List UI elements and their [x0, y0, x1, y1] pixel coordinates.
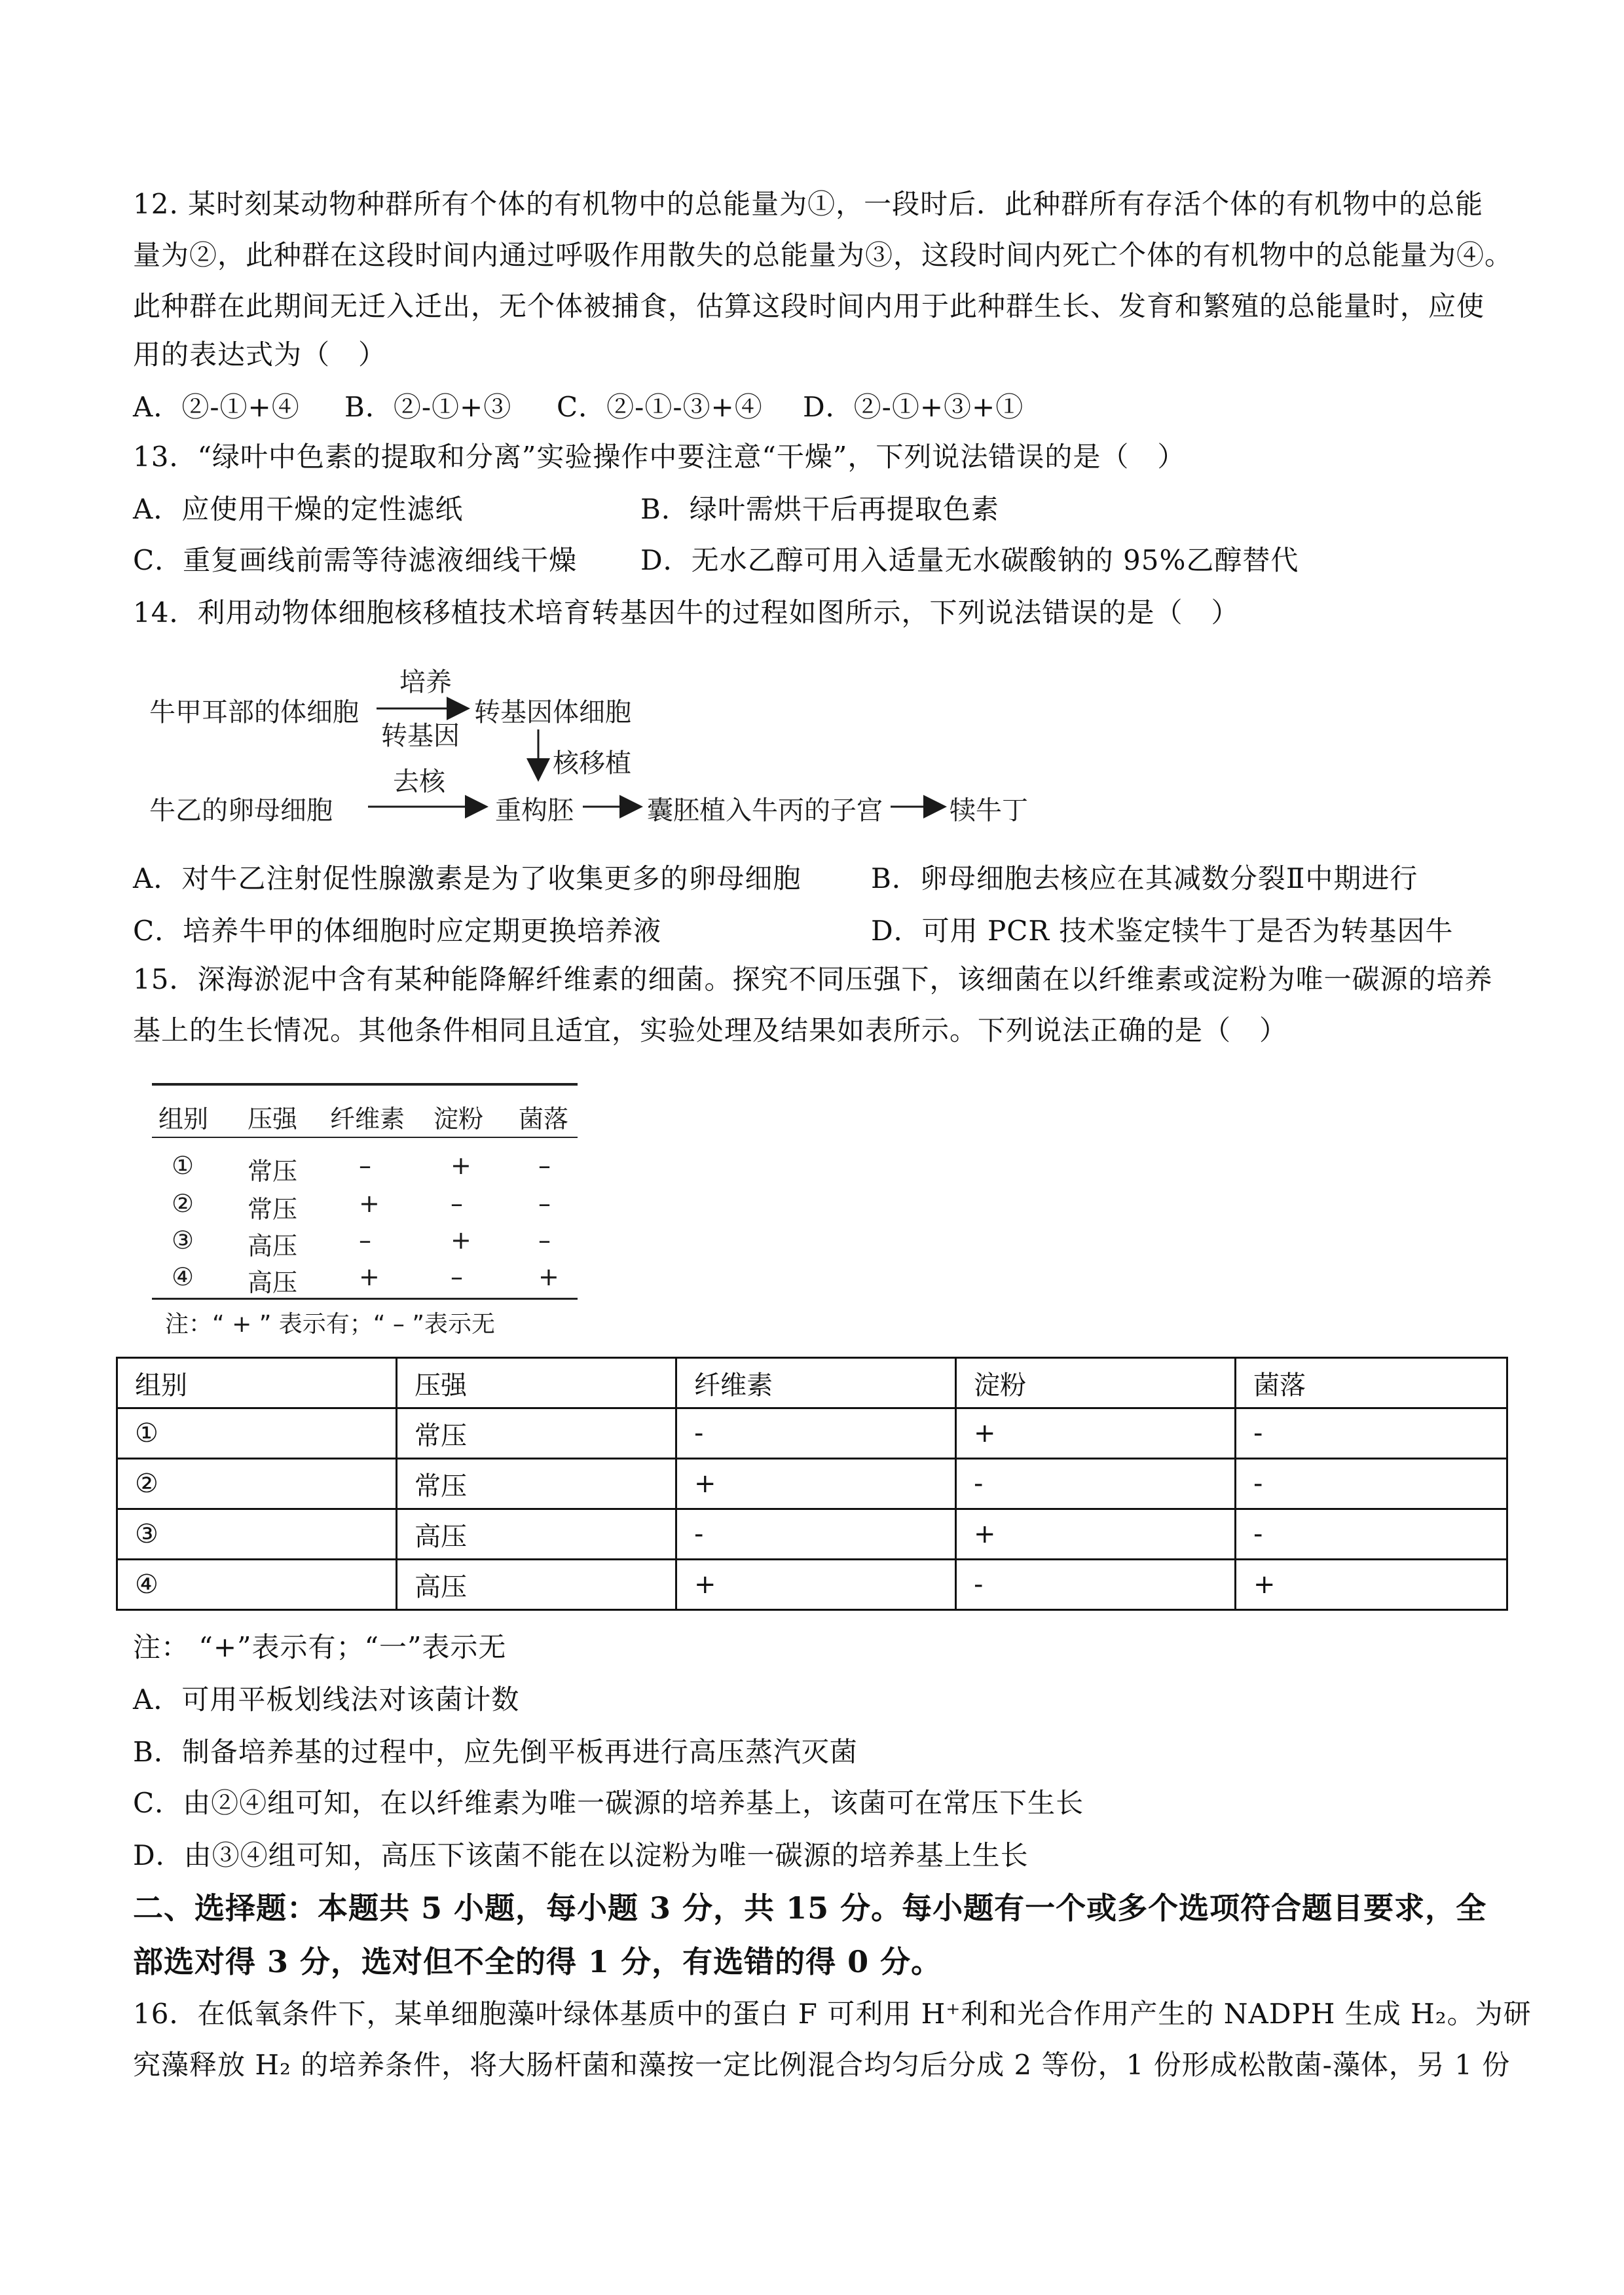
table-header-cell: 菌落	[1236, 1358, 1507, 1408]
scan-header-pressure: 压强	[248, 1105, 298, 1133]
q12-line-4: 用的表达式为（ ）	[133, 339, 387, 371]
q14-option-c: C．培养牛甲的体细胞时应定期更换培养液	[133, 915, 662, 947]
diagram-source-cell: 牛甲耳部的体细胞	[149, 697, 359, 727]
q15-option-a: A．可用平板划线法对该菌计数	[133, 1683, 520, 1716]
q15-option-d: D．由③④组可知，高压下该菌不能在以淀粉为唯一碳源的培养基上生长	[133, 1839, 1029, 1871]
table-cell: +	[956, 1408, 1236, 1459]
table-cell: ①	[117, 1408, 397, 1459]
q14-option-d: D．可用 PCR 技术鉴定犊牛丁是否为转基因牛	[871, 915, 1454, 947]
scan-row3-pressure: 高压	[248, 1232, 298, 1260]
diagram-nuclear-transfer-label: 核移植	[553, 748, 631, 779]
table-cell: -	[676, 1408, 956, 1459]
table-cell: 高压	[397, 1509, 676, 1560]
scan-row3-cellulose: –	[359, 1226, 371, 1255]
diagram-arrows	[131, 661, 1061, 832]
table-cell: 高压	[397, 1560, 676, 1610]
q12-option-d: D．②-①+③+①	[803, 391, 1024, 423]
scan-row4-pressure: 高压	[248, 1268, 298, 1297]
q13-stem: 13．“绿叶中色素的提取和分离”实验操作中要注意“干燥”，下列说法错误的是（ ）	[133, 441, 1186, 473]
q15-option-c: C．由②④组可知，在以纤维素为唯一碳源的培养基上，该菌可在常压下生长	[133, 1787, 1084, 1819]
scan-header-colony: 菌落	[519, 1105, 569, 1133]
scan-row3-group: ③	[172, 1226, 194, 1255]
diagram-enucleate-label: 去核	[393, 767, 445, 797]
scan-row4-cellulose: +	[359, 1262, 380, 1291]
q15-option-b: B．制备培养基的过程中，应先倒平板再进行高压蒸汽灭菌	[133, 1736, 858, 1768]
table-header-row	[117, 1358, 1507, 1408]
diagram-egg-cell: 牛乙的卵母细胞	[149, 796, 333, 826]
table-header-cell: 组别	[117, 1358, 397, 1408]
table-row	[117, 1509, 1507, 1560]
diagram-transgenic-cell: 转基因体细胞	[474, 697, 631, 727]
scan-header-starch: 淀粉	[434, 1105, 484, 1133]
table-cell: +	[676, 1459, 956, 1509]
table-cell: -	[1236, 1459, 1507, 1509]
scan-row2-pressure: 常压	[248, 1195, 298, 1224]
table-cell: ②	[117, 1459, 397, 1509]
q15-line-1: 15．深海淤泥中含有某种能降解纤维素的细菌。探究不同压强下，该细菌在以纤维素或淀粉为唯一碳源的培养	[133, 963, 1493, 995]
scan-row2-colony: –	[538, 1189, 551, 1218]
q12-line-2: 量为②，此种群在这段时间内通过呼吸作用散失的总能量为③，这段时间内死亡个体的有机物中的总能量为④。	[133, 239, 1513, 271]
q16-line-2: 究藻释放 H₂ 的培养条件，将大肠杆菌和藻按一定比例混合均匀后分成 2 等份，1 份形成松散菌-藻体，另 1 份	[133, 2049, 1511, 2081]
q16-line-1: 16．在低氧条件下，某单细胞藻叶绿体基质中的蛋白 F 可利用 H⁺利和光合作用产生的 NADPH 生成 H₂。为研	[133, 1998, 1532, 2030]
q12-option-b: B．②-①+③	[344, 391, 512, 423]
scan-row1-starch: +	[451, 1151, 471, 1180]
nuclear-transfer-diagram	[131, 661, 1061, 832]
q14-stem: 14．利用动物体细胞核移植技术培育转基因牛的过程如图所示，下列说法错误的是（ ）	[133, 597, 1240, 629]
q13-option-d: D．无水乙醇可用入适量无水碳酸钠的 95%乙醇替代	[640, 544, 1299, 576]
q15-line-2: 基上的生长情况。其他条件相同且适宜，实验处理及结果如表所示。下列说法正确的是（ ）	[133, 1014, 1288, 1046]
table-cell: -	[1236, 1509, 1507, 1560]
table-header-cell: 压强	[397, 1358, 676, 1408]
table-cell: -	[1236, 1408, 1507, 1459]
section2-heading-line-2: 部选对得 3 分，选对但不全的得 1 分，有选错的得 0 分。	[133, 1944, 942, 1979]
table-cell: 常压	[397, 1408, 676, 1459]
scan-table-note: 注：“ + ” 表示有；“ – ”表示无	[165, 1311, 495, 1338]
scan-row2-starch: –	[451, 1189, 463, 1218]
scan-row1-cellulose: –	[359, 1151, 371, 1180]
scan-row1-pressure: 常压	[248, 1157, 298, 1186]
scan-row1-colony: –	[538, 1151, 551, 1180]
q13-option-a: A．应使用干燥的定性滤纸	[133, 493, 464, 525]
scan-row3-starch: +	[451, 1226, 471, 1255]
results-table	[116, 1357, 1508, 1611]
table-cell: -	[956, 1560, 1236, 1610]
q13-option-c: C．重复画线前需等待滤液细线干燥	[133, 544, 578, 576]
scan-row2-cellulose: +	[359, 1189, 380, 1218]
table-cell: -	[676, 1509, 956, 1560]
scan-row1-group: ①	[172, 1151, 194, 1180]
scan-header-group: 组别	[158, 1105, 209, 1133]
table-cell: 常压	[397, 1459, 676, 1509]
q14-option-b: B．卵母细胞去核应在其减数分裂Ⅱ中期进行	[871, 862, 1418, 894]
q12-line-3: 此种群在此期间无迁入迁出，无个体被捕食，估算这段时间内用于此种群生长、发育和繁殖的总能量时，应使	[133, 290, 1485, 322]
table-cell: ④	[117, 1560, 397, 1610]
table-row	[117, 1408, 1507, 1459]
scan-row4-group: ④	[172, 1262, 194, 1291]
diagram-arrow1-bottom-label: 转基因	[381, 721, 460, 751]
table-header-cell: 淀粉	[956, 1358, 1236, 1408]
diagram-calf: 犊牛丁	[950, 796, 1028, 826]
scan-header-cellulose: 纤维素	[330, 1105, 405, 1133]
table-cell: +	[1236, 1560, 1507, 1610]
diagram-reconstructed-embryo: 重构胚	[495, 796, 574, 826]
q12-option-a: A．②-①+④	[133, 391, 300, 423]
scanned-table	[152, 1080, 584, 1342]
table-cell: +	[676, 1560, 956, 1610]
diagram-implant-step: 囊胚植入牛丙的子宫	[647, 796, 883, 826]
scan-row2-group: ②	[172, 1189, 194, 1218]
table-row	[117, 1560, 1507, 1610]
table-row	[117, 1459, 1507, 1509]
table-cell: +	[956, 1509, 1236, 1560]
section2-heading-line-1: 二、选择题：本题共 5 小题，每小题 3 分，共 15 分。每小题有一个或多个选项符合题目要求，全	[133, 1890, 1487, 1926]
table-cell: ③	[117, 1509, 397, 1560]
diagram-arrow1-top-label: 培养	[399, 667, 452, 697]
scan-row4-starch: –	[451, 1262, 463, 1291]
scan-row4-colony: +	[538, 1262, 559, 1291]
table-header-cell: 纤维素	[676, 1358, 956, 1408]
q12-option-c: C．②-①-③+④	[557, 391, 763, 423]
q14-option-a: A．对牛乙注射促性腺激素是为了收集更多的卵母细胞	[133, 862, 802, 894]
table-cell: -	[956, 1459, 1236, 1509]
q13-option-b: B．绿叶需烘干后再提取色素	[640, 493, 999, 525]
q12-line-1: 12. 某时刻某动物种群所有个体的有机物中的总能量为①，一段时后．此种群所有存活个体的有机物中的总能	[133, 188, 1484, 220]
scan-row3-colony: –	[538, 1226, 551, 1255]
q15-table-note: 注： “+”表示有；“一”表示无	[133, 1631, 507, 1663]
